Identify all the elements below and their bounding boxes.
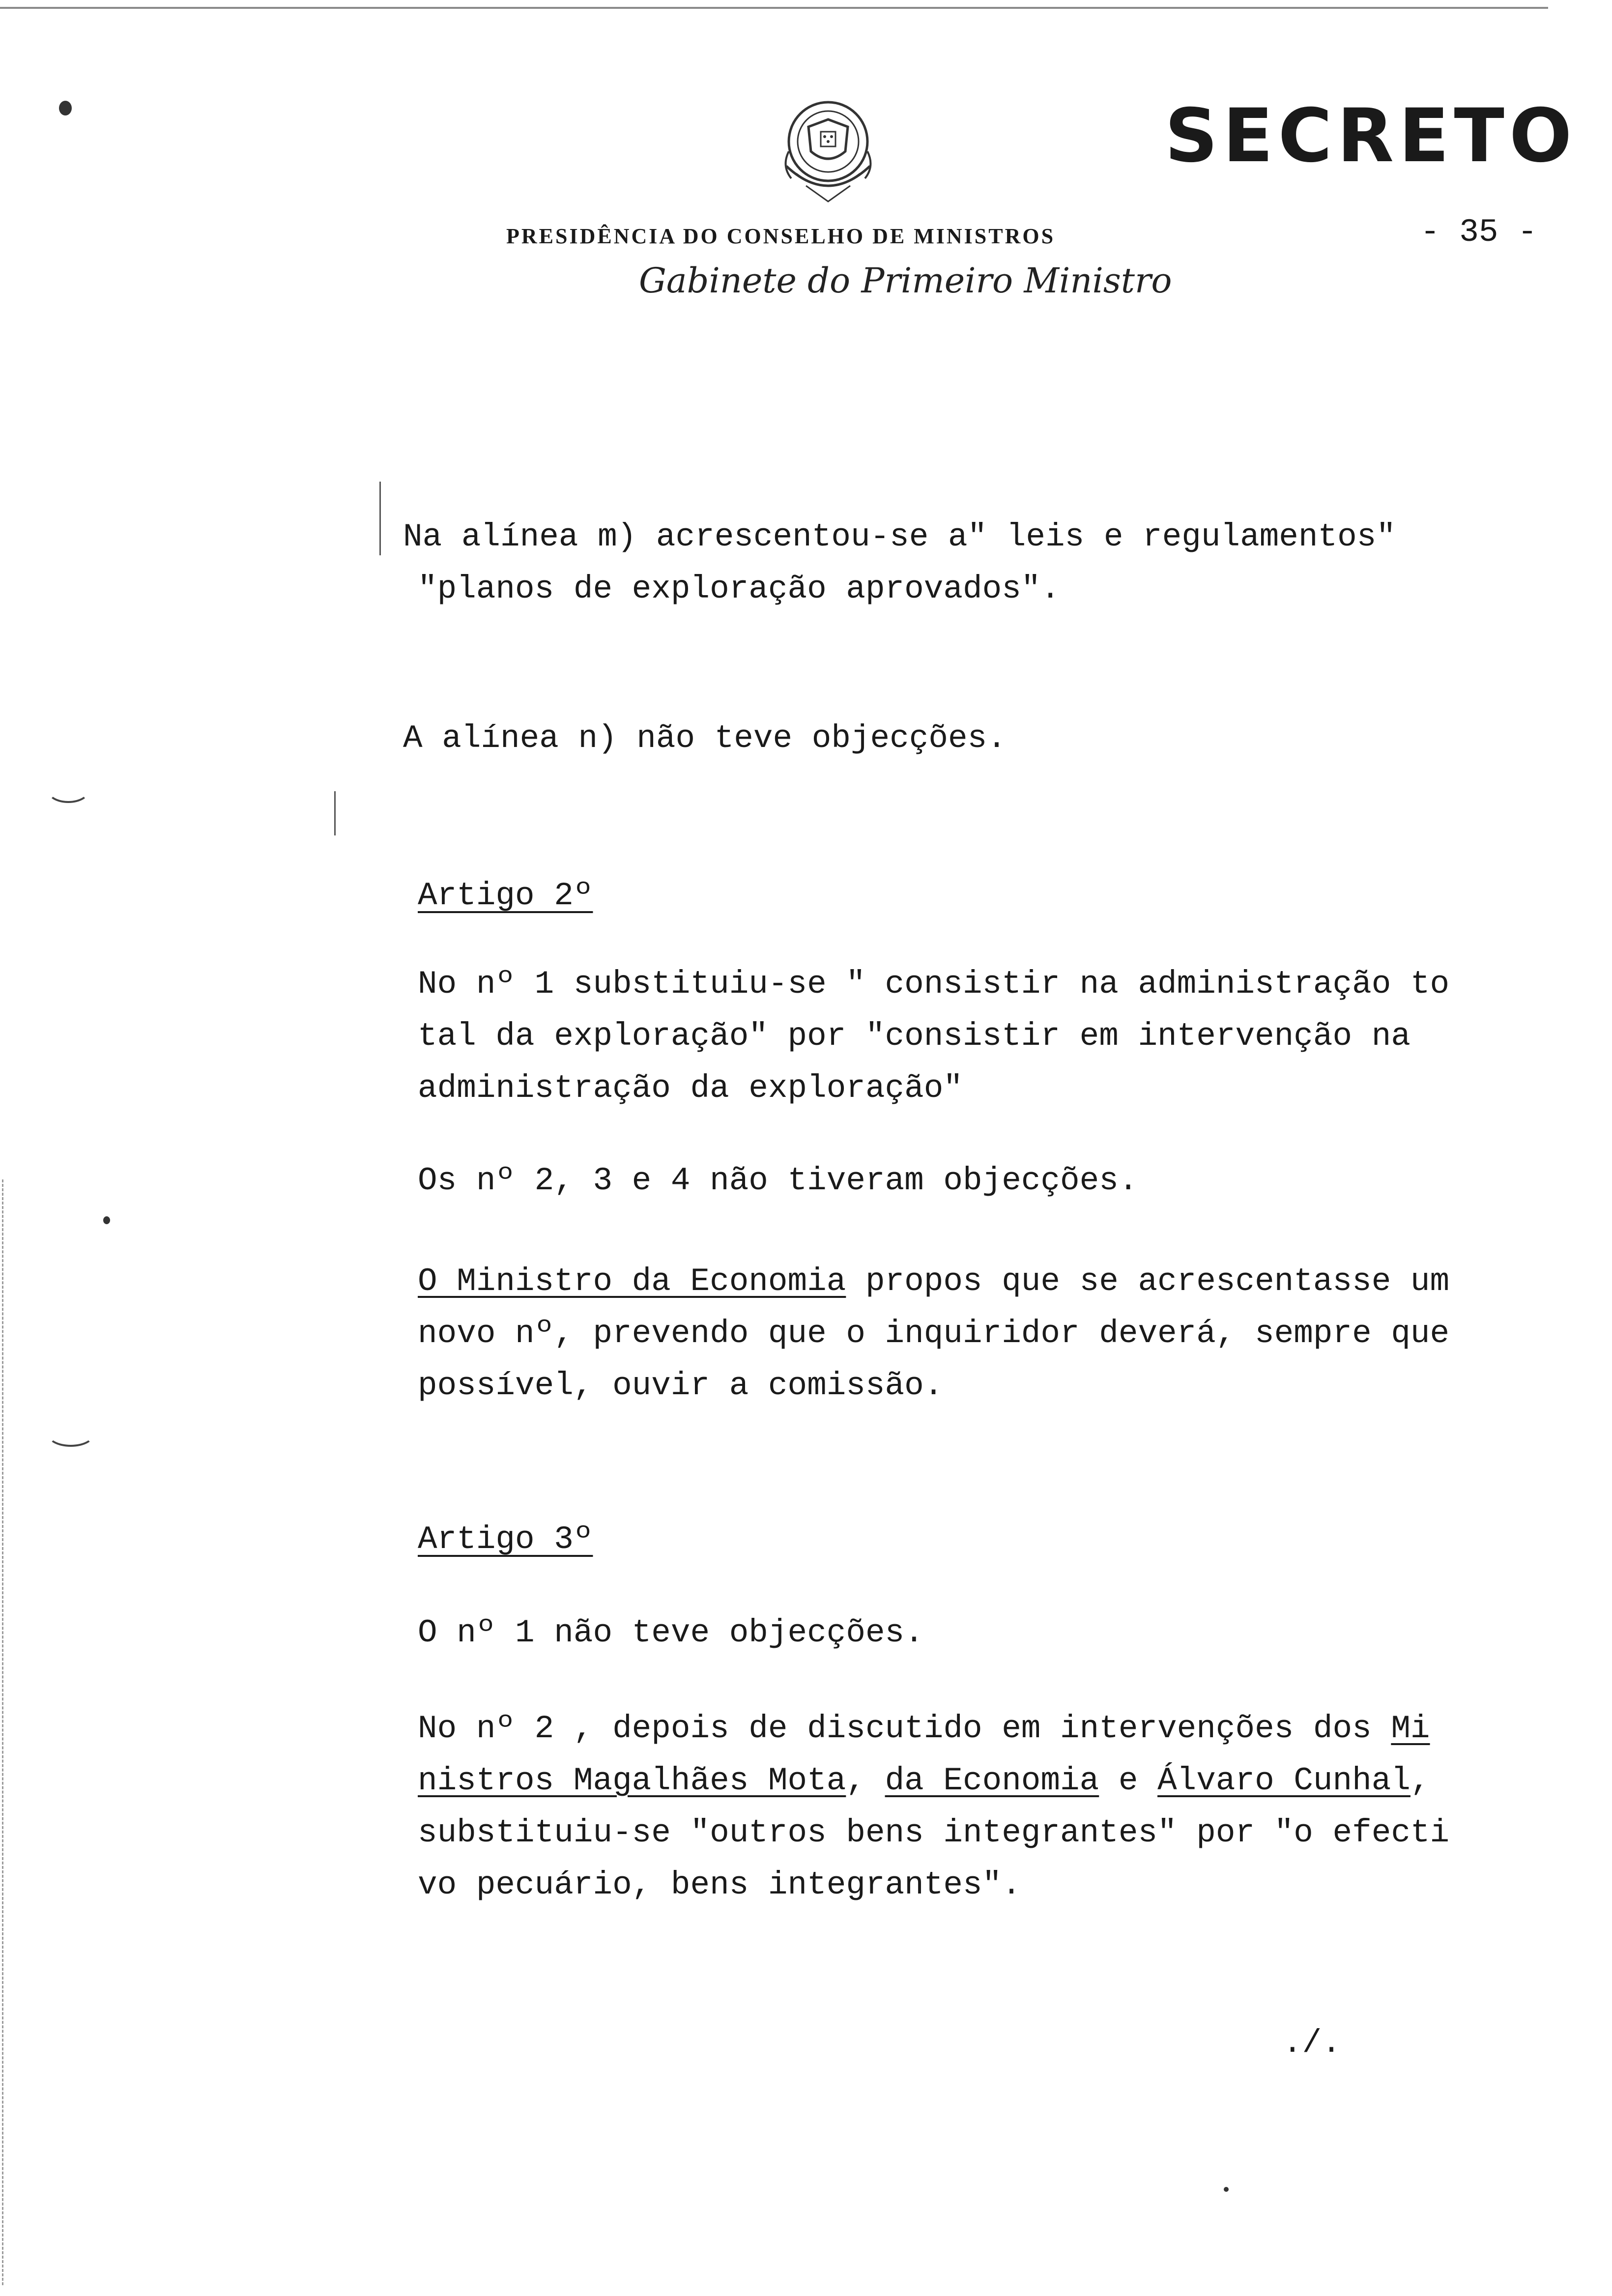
heading-text: Artigo 3º [418, 1521, 593, 1558]
text-line: Os nº 2, 3 e 4 não tiveram objecções. [418, 1162, 1138, 1199]
margin-line [334, 791, 336, 835]
minister-name: da Economia [885, 1762, 1099, 1799]
paragraph-artigo-3-n2 [418, 1703, 1449, 1911]
text-fragment: No nº 2 , depois de discutido em intervenções dos [418, 1710, 1391, 1747]
minister-name: nistros Magalhães Mota [418, 1762, 846, 1799]
text-line: possível, ouvir a comissão. [418, 1367, 944, 1404]
text-line: No nº 1 substituiu-se " consistir na administração to [418, 966, 1450, 1003]
text-line [418, 1703, 1449, 1755]
section-heading-artigo-2 [418, 870, 593, 922]
text-line: A alínea n) não teve objecções. [403, 720, 1007, 757]
binding-edge [2, 1179, 3, 2285]
margin-bracket [47, 1420, 95, 1447]
text-line: O nº 1 não teve objecções. [418, 1614, 924, 1651]
paragraph-minister-proposal [418, 1256, 1449, 1412]
text-fragment: propos que se acrescentasse um [846, 1263, 1450, 1300]
paragraph-artigo-3-n1 [418, 1607, 924, 1659]
text-line: substituiu-se "outros bens integrantes" por "o efecti [418, 1814, 1450, 1851]
institution-name: PRESIDÊNCIA DO CONSELHO DE MINISTROS [506, 224, 1056, 248]
minister-name-fragment: Mi [1391, 1710, 1430, 1747]
paragraph-alinea-m [403, 511, 1396, 615]
heading-text: Artigo 2º [418, 877, 593, 914]
portuguese-coat-of-arms-icon [767, 92, 890, 205]
text-line: "planos de exploração aprovados". [418, 571, 1061, 607]
text-line [418, 1755, 1449, 1807]
text-line [418, 1256, 1449, 1308]
text-fragment: , [1410, 1762, 1430, 1799]
paragraph-artigo-2-n1 [418, 958, 1449, 1115]
page-number: - 35 - [1420, 214, 1537, 251]
paragraph-alinea-n [403, 713, 1007, 765]
scan-speck [103, 1216, 110, 1224]
text-line: tal da exploração" por "consistir em intervenção na [418, 1018, 1410, 1055]
classification-stamp: SECRETO [1165, 93, 1577, 179]
text-line: vo pecuário, bens integrantes". [418, 1866, 1021, 1903]
margin-line [379, 482, 381, 555]
section-heading-artigo-3 [418, 1514, 593, 1566]
text-fragment: , [846, 1762, 885, 1799]
text-line: Na alínea m) acrescentou-se a" leis e regulamentos" [403, 518, 1396, 555]
scan-speck [1224, 2187, 1229, 2192]
cabinet-name: Gabinete do Primeiro Ministro [639, 260, 1172, 301]
margin-bracket [47, 776, 90, 803]
text-line: novo nº, prevendo que o inquiridor deverá, sempre que [418, 1315, 1450, 1352]
minister-name: Álvaro Cunhal [1157, 1762, 1410, 1799]
text-line: administração da exploração" [418, 1070, 963, 1107]
top-edge-rule [0, 7, 1548, 9]
text-fragment: e [1099, 1762, 1158, 1799]
minister-name: O Ministro da Economia [418, 1263, 846, 1300]
scan-speck [59, 101, 72, 115]
paragraph-artigo-2-n234 [418, 1155, 1138, 1207]
continuation-mark: ./. [1283, 2025, 1341, 2062]
